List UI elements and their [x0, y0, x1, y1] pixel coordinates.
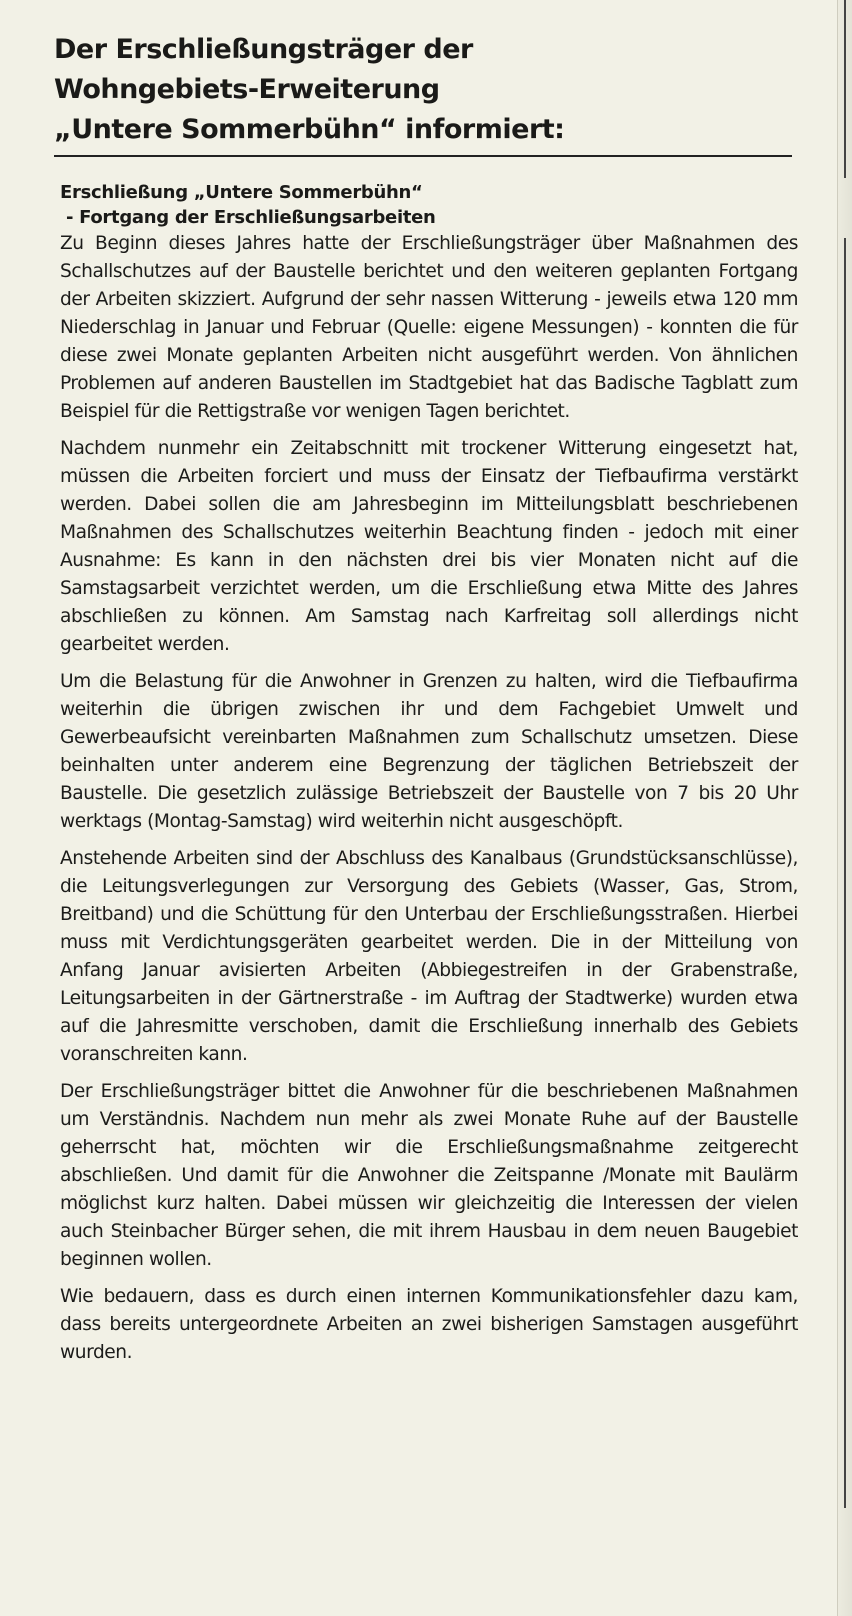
headline-line: Der Erschließungsträger der [54, 34, 473, 65]
paragraph: Um die Belastung für die Anwohner in Grenzen zu halten, wird die Tiefbaufirma weiterhin die übrigen zwischen ihr und dem Fachgebiet Umwelt und Gewerbeaufsicht vereinbarten Maßnahmen zum Schallschutz umsetzen. Diese beinhalten unter anderem eine Begrenzung der täglichen Betriebszeit der Baustelle. Die gesetzlich zulässige Betriebszeit der Baustelle von 7 bis 20 Uhr werktags (Montag-Samstag) wird weiterhin nicht ausgeschöpft. [60, 671, 798, 832]
subhead-line: Erschließung „Untere Sommerbühn“ [60, 182, 423, 203]
headline-line: „Untere Sommerbühn“ informiert: [54, 114, 565, 145]
paragraph: Anstehende Arbeiten sind der Abschluss des Kanalbaus (Grundstücksanschlüsse), die Leitungsverlegungen zur Versorgung des Gebiets (Wasser, Gas, Strom, Breitband) und die Schüttung für den Unterbau der Erschließungsstraßen. Hierbei muss mit Verdichtungsgeräten gearbeitet werden. Die in der Mitteilung von Anfang Januar avisierten Arbeiten (Abbiegestreifen in der Grabenstraße, Leitungsarbeiten in der Gärtnerstraße - im Auftrag der Stadtwerke) wurden etwa auf die Jahresmitte verschoben, damit die Erschließung innerhalb des Gebiets voranschreiten kann. [60, 848, 798, 1065]
headline-line: Wohngebiets-Erweiterung [54, 74, 440, 105]
headline [54, 30, 794, 150]
column-divider [844, 0, 846, 178]
headline-rule [54, 155, 792, 157]
column-divider [844, 238, 846, 1508]
paragraph: Nachdem nunmehr ein Zeitabschnitt mit trockener Witterung eingesetzt hat, müssen die Arbeiten forciert und muss der Einsatz der Tiefbaufirma verstärkt werden. Dabei sollen die am Jahresbeginn im Mitteilungsblatt beschriebenen Maßnahmen des Schallschutzes weiterhin Beachtung finden - jedoch mit einer Ausnahme: Es kann in den nächsten drei bis vier Monaten nicht auf die Samstagsarbeit verzichtet werden, um die Erschließung etwa Mitte des Jahres abschließen zu können. Am Samstag nach Karfreitag soll allerdings nicht gearbeitet werden. [60, 438, 798, 655]
subhead-line: - Fortgang der Erschließungsarbeiten [60, 207, 436, 228]
paragraph: Der Erschließungsträger bittet die Anwohner für die beschriebenen Maßnahmen um Verständnis. Nachdem nun mehr als zwei Monate Ruhe auf der Baustelle geherrscht hat, möchten wir die Erschließungsmaßnahme zeitgerecht abschließen. Und damit für die Anwohner die Zeitspanne /Monate mit Baulärm möglichst kurz halten. Dabei müssen wir gleichzeitig die Interessen der vielen auch Steinbacher Bürger sehen, die mit ihrem Hausbau in dem neuen Baugebiet beginnen wollen. [60, 1081, 798, 1270]
paragraph: Wie bedauern, dass es durch einen internen Kommunikationsfehler dazu kam, dass bereits untergeordnete Arbeiten an zwei bisherigen Samstagen ausgeführt wurden. [60, 1286, 798, 1363]
article-body [60, 180, 798, 1376]
article-subhead [60, 180, 798, 230]
paragraph: Zu Beginn dieses Jahres hatte der Erschließungsträger über Maßnahmen des Schallschutzes auf der Baustelle berichtet und den weiteren geplanten Fortgang der Arbeiten skizziert. Aufgrund der sehr nassen Witterung - jeweils etwa 120 mm Niederschlag in Januar und Februar (Quelle: eigene Messungen) - konnten die für diese zwei Monate geplanten Arbeiten nicht ausgeführt werden. Von ähnlichen Problemen auf anderen Baustellen im Stadtgebiet hat das Badische Tagblatt zum Beispiel für die Rettigstraße vor wenigen Tagen berichtet. [60, 233, 798, 422]
